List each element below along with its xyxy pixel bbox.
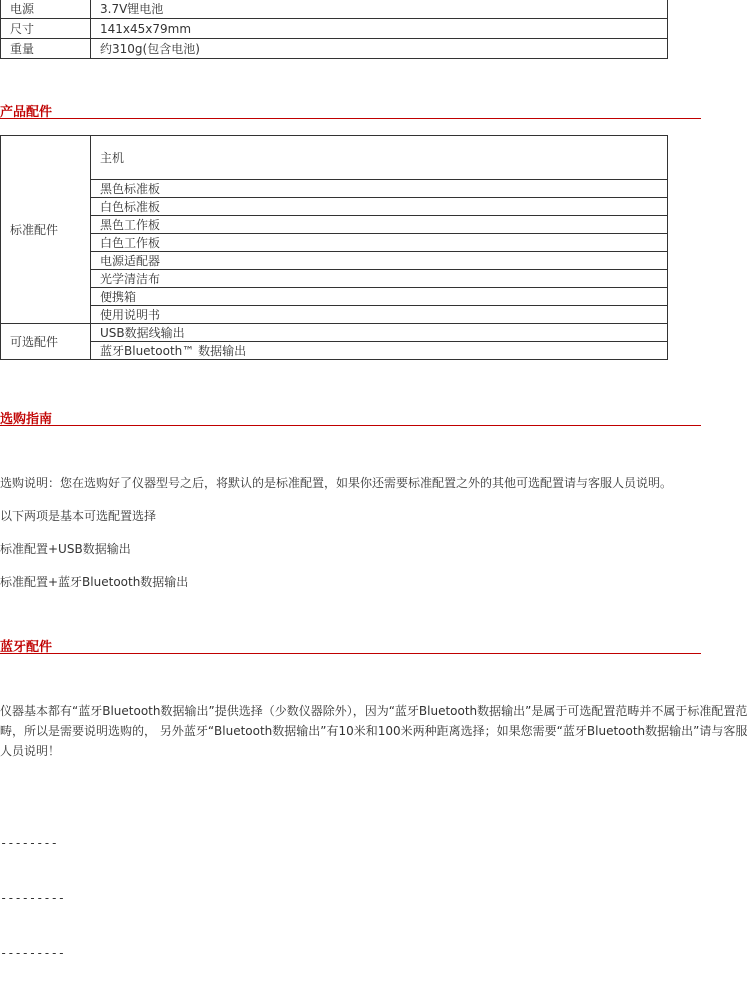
accessory-item: 黑色标准板 (91, 180, 668, 198)
table-row (1, 234, 668, 252)
table-row (1, 198, 668, 216)
table-row (1, 288, 668, 306)
standard-accessories-label: 标准配件 (1, 136, 91, 324)
accessory-item: 主机 (91, 136, 668, 180)
guide-paragraph: 以下两项是基本可选配置选择 (0, 509, 157, 523)
separator: --------- (0, 891, 66, 905)
section-title: 产品配件 (0, 105, 53, 120)
accessory-item: 黑色工作板 (91, 216, 668, 234)
accessory-item: 白色标准板 (91, 198, 668, 216)
table-row (1, 324, 668, 342)
spec-value: 3.7V锂电池 (91, 0, 668, 19)
section-title: 选购指南 (0, 412, 53, 427)
table-row (1, 19, 668, 39)
accessory-item: USB数据线输出 (91, 324, 668, 342)
section-title: 蓝牙配件 (0, 640, 53, 655)
spec-value: 约310g(包含电池) (91, 39, 668, 59)
spec-label: 电源 (1, 0, 91, 19)
table-row (1, 216, 668, 234)
bluetooth-paragraph: 仪器基本都有“蓝牙Bluetooth数据输出”提供选择（少数仪器除外），因为“蓝牙Bluetooth数据输出”是属于可选配置范畴并不属于标准配置范畴，所以是需要说明选购的， 另外蓝牙“Bluetooth数据输出”有10米和100米两种距离选择；如果您需要“蓝牙Bluetooth数据输出”请与客服人员说明！ (0, 704, 748, 758)
separator: --------- (0, 946, 66, 960)
separator: -------- (0, 836, 58, 850)
accessory-item: 光学清洁布 (91, 270, 668, 288)
table-row (1, 180, 668, 198)
accessory-item: 白色工作板 (91, 234, 668, 252)
spec-label: 尺寸 (1, 19, 91, 39)
table-row (1, 270, 668, 288)
optional-accessories-label: 可选配件 (1, 324, 91, 360)
spec-label: 重量 (1, 39, 91, 59)
spec-value: 141x45x79mm (91, 19, 668, 39)
bluetooth-section-header (0, 639, 701, 654)
accessory-item: 便携箱 (91, 288, 668, 306)
accessory-item: 电源适配器 (91, 252, 668, 270)
guide-paragraph: 标准配置+蓝牙Bluetooth数据输出 (0, 575, 189, 589)
accessories-section-header (0, 104, 701, 119)
table-row (1, 306, 668, 324)
accessories-table (0, 135, 668, 360)
table-row (1, 252, 668, 270)
table-row (1, 136, 668, 180)
guide-section-header (0, 411, 701, 426)
accessory-item: 蓝牙Bluetooth™ 数据输出 (91, 342, 668, 360)
guide-paragraph: 标准配置+USB数据输出 (0, 542, 131, 556)
guide-paragraph: 选购说明：您在选购好了仪器型号之后，将默认的是标准配置，如果你还需要标准配置之外的其他可选配置请与客服人员说明。 (0, 476, 673, 490)
accessory-item: 使用说明书 (91, 306, 668, 324)
table-row (1, 342, 668, 360)
spec-table (0, 0, 668, 59)
table-row (1, 39, 668, 59)
table-row (1, 0, 668, 19)
